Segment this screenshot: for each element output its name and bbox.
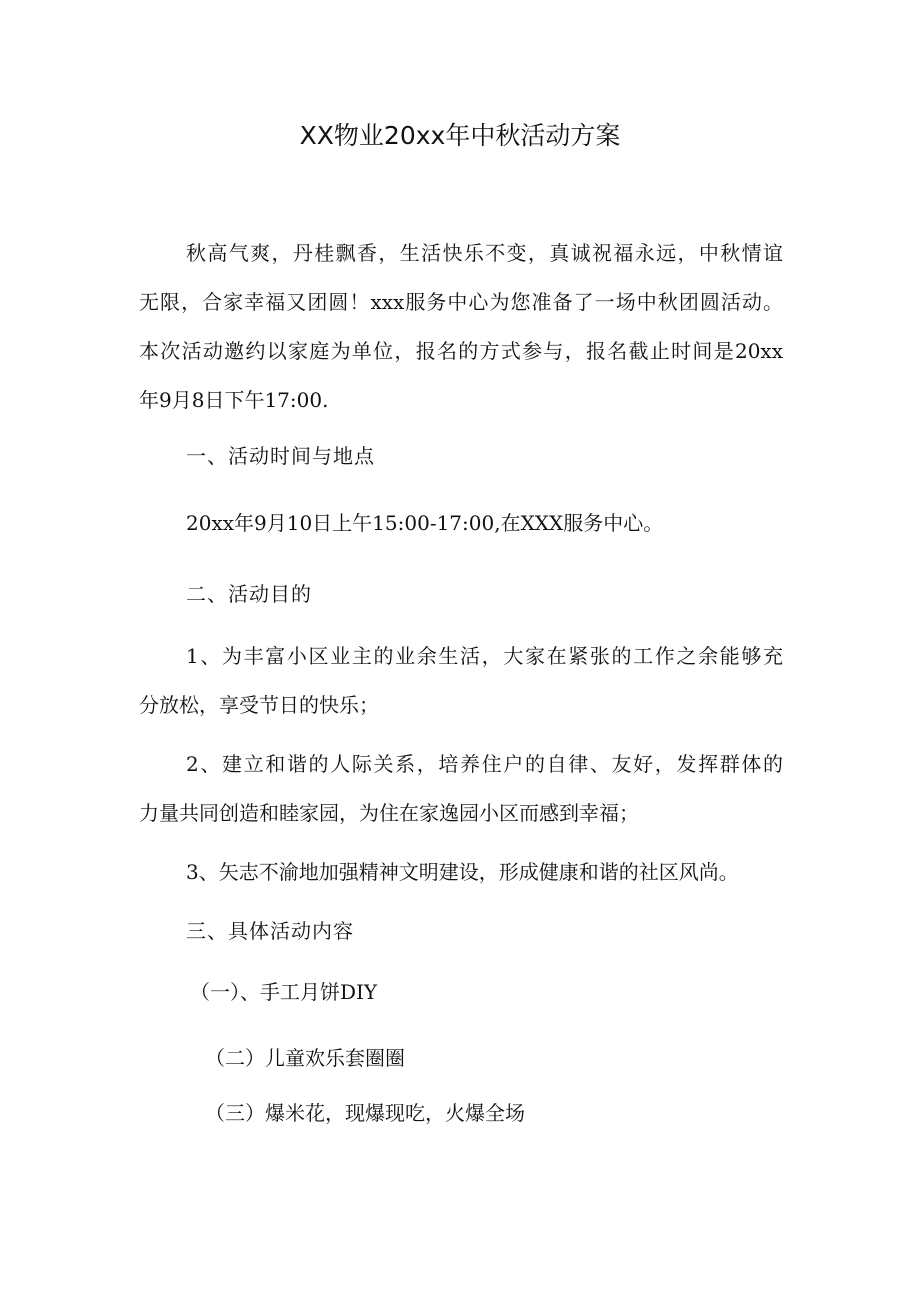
activity-item-3: （三）爆米花，现爆现吃，火爆全场: [205, 1101, 525, 1125]
section-3-heading: 三、具体活动内容: [186, 919, 354, 943]
section-1-heading: 一、活动时间与地点: [186, 444, 375, 468]
intro-line-1: 秋高气爽，丹桂飘香，生活快乐不变，真诚祝福永远，中秋情谊: [186, 241, 783, 265]
activity-item-1: （一）、手工月饼DIY: [190, 980, 378, 1004]
document-title: XX物业20xx年中秋活动方案: [299, 121, 621, 150]
purpose-1-line-1: 1、为丰富小区业主的业余生活，大家在紧张的工作之余能够充: [186, 644, 783, 668]
purpose-2-line-1: 2、建立和谐的人际关系，培养住户的自律、友好，发挥群体的: [186, 752, 783, 776]
activity-item-2: （二）儿童欢乐套圈圈: [205, 1046, 405, 1070]
purpose-2-line-2: 力量共同创造和睦家园，为住在家逸园小区而感到幸福；: [139, 801, 639, 825]
intro-line-4: 年9月8日下午17:00.: [139, 388, 329, 412]
purpose-1-line-2: 分放松，享受节日的快乐；: [139, 693, 379, 717]
intro-line-2: 无限，合家幸福又团圆！xxx服务中心为您准备了一场中秋团圆活动。: [139, 290, 783, 314]
section-2-heading: 二、活动目的: [186, 582, 312, 606]
intro-line-3: 本次活动邀约以家庭为单位，报名的方式参与，报名截止时间是20xx: [139, 339, 783, 363]
purpose-3: 3、矢志不渝地加强精神文明建设，形成健康和谐的社区风尚。: [186, 860, 739, 884]
event-time-location: 20xx年9月10日上午15:00-17:00,在XXX服务中心。: [186, 511, 664, 535]
